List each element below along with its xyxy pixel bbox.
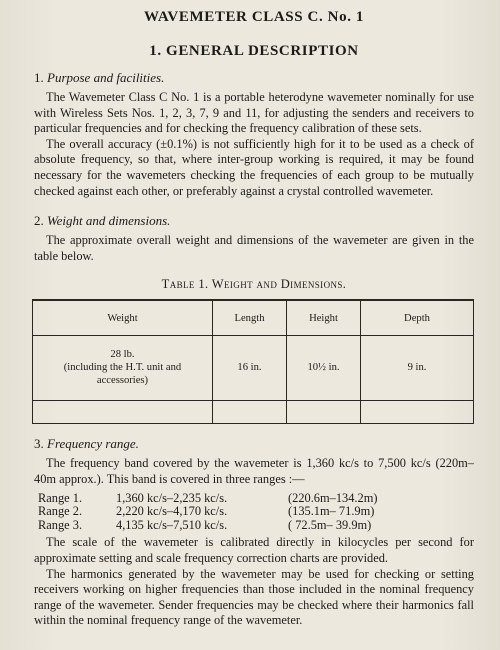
header-height: Height [287, 300, 361, 336]
frequency-paragraph-2: The scale of the wavemeter is calibrated directly in kilocycles per second for approximate setting and scale frequency correction charts are provided. [34, 535, 474, 565]
range-wavelength: (220.6m–134.2m) [288, 490, 378, 505]
range-wavelength: (135.1m– 71.9m) [288, 504, 375, 519]
purpose-paragraph-1: The Wavemeter Class C No. 1 is a portable heterodyne wavemeter nominally for use with Wireless Sets Nos. 1, 2, 3, 7, 9 and 11, for adjusting the senders and receivers to particular frequencies and for checking the frequency calibration of these sets. [34, 90, 474, 136]
range-frequency: 4,135 kc/s–7,510 kc/s. [116, 517, 228, 532]
range-wavelength: ( 72.5m– 39.9m) [288, 517, 372, 532]
range-frequency: 2,220 kc/s–4,170 kc/s. [116, 504, 228, 519]
purpose-number: 1. [34, 70, 44, 85]
document-title: WAVEMETER CLASS C. No. 1 [144, 9, 364, 25]
weight-paragraph: The approximate overall weight and dimensions of the wavemeter are given in the table below. [34, 233, 474, 263]
range-label: Range 3. [38, 517, 83, 532]
frequency-number: 3. [34, 436, 44, 452]
weight-heading [34, 213, 474, 229]
ranges-list [34, 492, 474, 533]
weight-value: 28 lb. [110, 349, 135, 361]
purpose-heading-text: Purpose and facilities. [47, 70, 165, 85]
range-label: Range 1. [38, 490, 83, 505]
page-content [34, 8, 474, 629]
cell-depth: 9 in. [360, 336, 473, 401]
header-weight: Weight [33, 300, 213, 336]
weight-dimensions-table [32, 299, 474, 424]
list-item [34, 505, 474, 519]
range-label: Range 2. [38, 504, 83, 519]
purpose-heading [34, 70, 474, 86]
table-row [33, 336, 474, 401]
list-item [34, 492, 474, 506]
range-frequency: 1,360 kc/s–2,235 kc/s. [116, 490, 228, 505]
table-caption: Table 1. Weight and Dimensions. [161, 277, 347, 292]
frequency-heading-text: Frequency range. [47, 436, 139, 452]
frequency-paragraph-1: The frequency band covered by the wavemeter is 1,360 kc/s to 7,500 kc/s (220m–40m approx.). This band is covered in three ranges :— [34, 456, 474, 486]
table-spacer-row [33, 401, 474, 424]
cell-height: 10½ in. [287, 336, 361, 401]
frequency-heading [34, 436, 474, 452]
cell-length: 16 in. [212, 336, 286, 401]
weight-heading-text: Weight and dimensions. [47, 213, 171, 229]
table-header-row [33, 300, 474, 336]
list-item [34, 519, 474, 533]
weight-note-2: accessories) [96, 374, 149, 386]
frequency-paragraph-3: The harmonics generated by the wavemeter may be used for checking or setting receivers working on higher frequencies than those included in the nominal frequency range of the wavemeter. Sender frequencies may be checked where their harmonics fall within the nominal frequency range of the wavemeter. [34, 566, 474, 628]
weight-number: 2. [34, 213, 44, 229]
cell-weight [33, 336, 213, 401]
purpose-paragraph-2: The overall accuracy (±0.1%) is not sufficiently high for it to be used as a check of absolute frequency, so that, where inter-group working is required, it may be found necessary for the wavemeters checking the frequencies of each group to be mutually checked against each other, or preferably against a crystal controlled wavemeter. [34, 136, 474, 198]
header-length: Length [212, 300, 286, 336]
section-title: 1. GENERAL DESCRIPTION [149, 43, 359, 59]
weight-note-1: (including the H.T. unit and [63, 362, 182, 374]
header-depth: Depth [360, 300, 473, 336]
